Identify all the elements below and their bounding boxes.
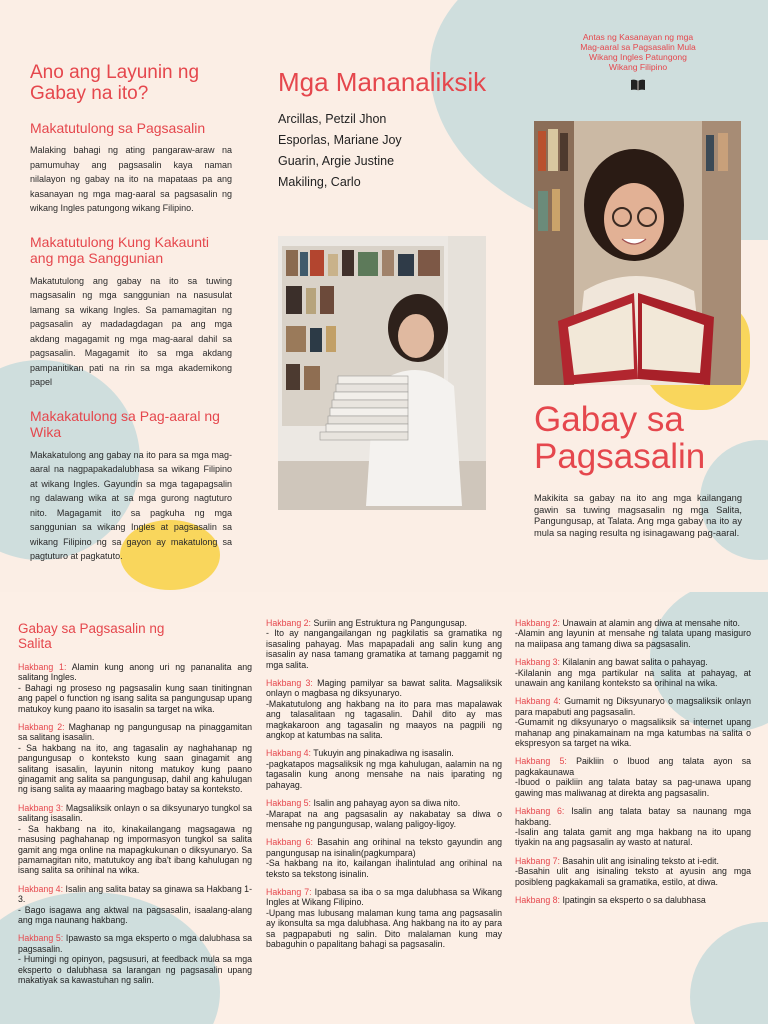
- step-label: Hakbang 3:: [515, 657, 560, 668]
- word-guide-column: [18, 622, 252, 993]
- section-title-translation: Makatutulong sa Pagsasalin: [30, 120, 206, 136]
- purpose-title: Ano ang Layunin ng Gabay na ito?: [30, 62, 200, 104]
- researcher-name: Guarin, Argie Justine: [278, 154, 395, 168]
- step-item: Hakbang 4: Tukuyin ang pinakadiwa ng isasalin. -pagkatapos magsaliksik ng mga kahulugan, aalamin na ng tagasalin kung anong mensahe na nais iparating ng pahayag.: [266, 748, 502, 790]
- step-item: Hakbang 3: Magsaliksik onlayn o sa diksyunaryo tungkol sa salitang isasalin. - Sa hakbang na ito, kinakailangang magsagawa ng masusing paghahanap ng impormasyon tungkol sa salita gamit ang mga online na mapagkukunan o diksyunaryo. Sa pamamagitan nito, matutukoy ang iba't ibang kahulugan ng isang salita sa orihinal na wika.: [18, 802, 252, 876]
- step-item: Hakbang 3: Kilalanin ang bawat salita o pahayag. -Kilalanin ang mga partikular na salita at pahayag, at unawain ang kanilang konteksto sa orihinal na wika.: [515, 657, 751, 689]
- step-label: Hakbang 5:: [266, 798, 311, 809]
- photo-woman-with-books-illustration: [278, 236, 486, 510]
- researchers-column: [278, 68, 488, 193]
- section-title-references: Makatutulong Kung Kakaunti ang mga Sanggunian: [30, 233, 210, 266]
- sentence-steps: [266, 618, 502, 949]
- photo-woman-reading-illustration: [534, 121, 741, 385]
- step-label: Hakbang 7:: [515, 855, 560, 866]
- step-label: Hakbang 3:: [266, 678, 313, 689]
- word-guide-title: Gabay sa Pagsasalin ng Salita: [18, 621, 165, 651]
- researchers-list: [278, 109, 488, 193]
- step-item: Hakbang 5: Paikliin o Ibuod ang talata ayon sa pagkakaunawa -Ibuod o paikliin ang talata batay sa pag-unawa upang gawing mas maliwanag at direkta ang pagsasalin.: [515, 756, 751, 798]
- step-label: Hakbang 1:: [18, 662, 67, 672]
- step-item: Hakbang 3: Maging pamilyar sa bawat salita. Magsaliksik onlayn o magbasa ng diksyunaryo. -Makatutulong ang hakbang na ito para mas mapalawak ang talasalitaan ng tagasalin. Dahil dito ay mas magkakaroon ang tagasalin ng maayos na pagpili ng angkop at katumbas na salita.: [266, 678, 502, 741]
- sentence-guide-column: [266, 618, 502, 957]
- step-item: Hakbang 6: Isalin ang talata batay sa naunang mga hakbang. -Isalin ang talata gamit ang mga hakbang na ito upang tiyakin na ang pagsasalin ay wasto at natural.: [515, 806, 751, 848]
- researcher-name: Arcillas, Petzil Jhon: [278, 112, 387, 126]
- step-label: Hakbang 2:: [266, 618, 311, 628]
- step-label: Hakbang 6:: [515, 806, 565, 817]
- cover-title: Gabay sa Pagsasalin: [534, 400, 706, 476]
- blue-blob-bottom-corner: [690, 922, 768, 1024]
- step-label: Hakbang 8:: [515, 894, 560, 905]
- cover-text: Makikita sa gabay na ito ang mga kailangang gawin sa tuwing magsasalin ng mga Salita, Pangungusap, at Talata. Ang mga gabay na ito ay mula sa naging resulta ng isinagawang pag-aaral.: [534, 493, 742, 538]
- step-item: Hakbang 5: Ipawasto sa mga eksperto o mga dalubhasa sa pagsasalin. - Humingi ng opinyon, pagsusuri, at feedback mula sa mga eksperto o dalubhasa sa larangan ng pagsasalin upang makatiyak sa kawastuhan ng salin.: [18, 933, 252, 985]
- step-item: Hakbang 2: Suriin ang Estruktura ng Pangungusap. - Ito ay nangangailangan ng pagkilatis sa gramatika ng isasaling pahayag. Mas mapapadali ang salin kung ang isasalin ay nasa tamang gramatika at tamang paggamit ng mga salita.: [266, 618, 502, 670]
- step-item: Hakbang 4: Gumamit ng Diksyunaryo o magsaliksik onlayn para mapabuti ang pagsasalin. -Gumamit ng diksyunaryo o magsaliksik sa internet upang mahanap ang pinakamainam na mga katumbas na salita o ekspresyon sa target na wika.: [515, 696, 752, 749]
- step-label: Hakbang 7:: [266, 886, 312, 897]
- step-item: Hakbang 7: Ipabasa sa iba o sa mga dalubhasa sa Wikang Ingles at Wikang Filipino. -Upang mas lubusang malaman kung tama ang pagsasalin ay ikonsulta sa mga dalubhasa. Ang hakbang na ito ay para sa pagpapabuti ng salin. Dito malalaman kung may babaguhin o papalitang bahagi sa pagsasalin.: [266, 886, 502, 949]
- step-item: Hakbang 7: Basahin ulit ang isinaling teksto at i-edit. -Basahin ulit ang isinaling teksto at ayusin ang mga posibleng pagkakamali sa gramatika, estilo, at diwa.: [515, 855, 751, 887]
- step-item: Hakbang 8: Ipatingin sa eksperto o sa dalubhasa: [515, 894, 706, 905]
- word-steps: [18, 662, 252, 985]
- section-text-references: Makatutulong ang gabay na ito sa tuwing magsasalin ng mga sanggunian na nasusulat lamang sa wikang Ingles. Sa pamamagitan ng pagsasalin ay madadagdagan pa ang mga akdang magagamit ng mga mag-aaral dahil sa pagsasalin. Magagamit ito sa mga akdang pampanitikan pati na rin sa mga akademikong papel: [30, 275, 232, 387]
- paragraph-steps: [515, 618, 751, 905]
- section-title-language: Makakatulong sa Pag-aaral ng Wika: [30, 407, 220, 440]
- section-text-language: Makakatulong ang gabay na ito para sa mga mag-aaral na nagpapakadalubhasa sa wikang Filipino at wikang Ingles. Gayundin sa mga tagapagsalin ng dalawang wika at sa mga gurong nagtuturo nito. Magagamit ito sa pagkuha ng mga sanggunian sa wikang Ingles at pagsasalin sa wikang Filipino ng sa gayon ay makatulong sa pagtuturo at pagkatuto.: [30, 449, 232, 561]
- brochure-inside: [0, 592, 768, 1024]
- researcher-name: Esporlas, Mariane Joy: [278, 133, 402, 147]
- step-label: Hakbang 3:: [18, 802, 64, 813]
- series-note: [578, 32, 698, 95]
- researcher-name: Makiling, Carlo: [278, 175, 361, 189]
- paragraph-guide-column: [515, 618, 751, 913]
- step-label: Hakbang 2:: [18, 722, 65, 733]
- step-item: Hakbang 6: Basahin ang orihinal na teksto gayundin ang pangungusap na isinalin(pagkumpara) -Sa hakbang na ito, kailangan ihalintulad ang orihinal na teksto sa tekstong isinalin.: [266, 837, 502, 879]
- photo-woman-with-books: [278, 236, 486, 510]
- step-item: Hakbang 1: Alamin kung anong uri ng pananalita ang salitang Ingles. - Bahagi ng proseso ng pagsasalin kung saan tinitingnan ang papel o function ng isang salita sa pangungusap upang matukoy kung paano ito isasalin sa target na wika.: [18, 662, 252, 714]
- cover-column: [534, 401, 742, 539]
- purpose-column: [30, 62, 232, 564]
- step-label: Hakbang 4:: [18, 883, 64, 894]
- step-label: Hakbang 5:: [18, 933, 64, 944]
- step-label: Hakbang 6:: [266, 837, 313, 848]
- step-label: Hakbang 2:: [515, 618, 560, 628]
- book-icon-shape: [630, 79, 646, 91]
- step-item: Hakbang 5: Isalin ang pahayag ayon sa diwa nito. -Marapat na ang pagsasalin ay nakabatay sa diwa o mensahe ng pangungusap, walang paligoy-ligoy.: [266, 798, 502, 829]
- step-label: Hakbang 4:: [266, 748, 311, 759]
- step-item: Hakbang 2: Unawain at alamin ang diwa at mensahe nito. -Alamin ang layunin at mensahe ng talata upang masiguro na maiipasa ang tamang diwa sa pagsasalin.: [515, 618, 751, 649]
- step-item: Hakbang 4: Isalin ang salita batay sa ginawa sa Hakbang 1-3. - Bago isagawa ang aktwal na pagsasalin, isaalang-alang ang mga naunang hakbang.: [18, 883, 253, 925]
- section-text-translation: Malaking bahagi ng ating pangaraw-araw na pamumuhay ang pagsasalin kaya naman nilalayon ng gabay na ito na mapataas pa ang kasanayan ng mga mag-aaral sa pagsasalin ng wikang Ingles patungong wikang Filipino.: [30, 145, 232, 213]
- researchers-title: Mga Mananaliksik: [278, 67, 487, 97]
- step-label: Hakbang 5:: [515, 756, 567, 767]
- step-item: Hakbang 2: Maghanap ng pangungusap na pinaggamitan sa salitang isasalin. - Sa hakbang na ito, ang tagasalin ay naghahanap ng pangungusap o konteksto kung saan ginagamit ang salitang isasalin, layunin nitong matukoy kung paano ginagamit ang salita sa pangungusap, dahil ang kahulugan ng isang salita ay maaaring magbago batay sa konteksto.: [18, 722, 252, 795]
- series-note-text: Antas ng Kasanayan ng mga Mag-aaral sa Pagsasalin Mula Wikang Ingles Patungong Wikang Filipino: [580, 32, 696, 72]
- step-label: Hakbang 4:: [515, 696, 561, 707]
- book-icon: [578, 76, 698, 95]
- photo-woman-reading: [534, 121, 741, 385]
